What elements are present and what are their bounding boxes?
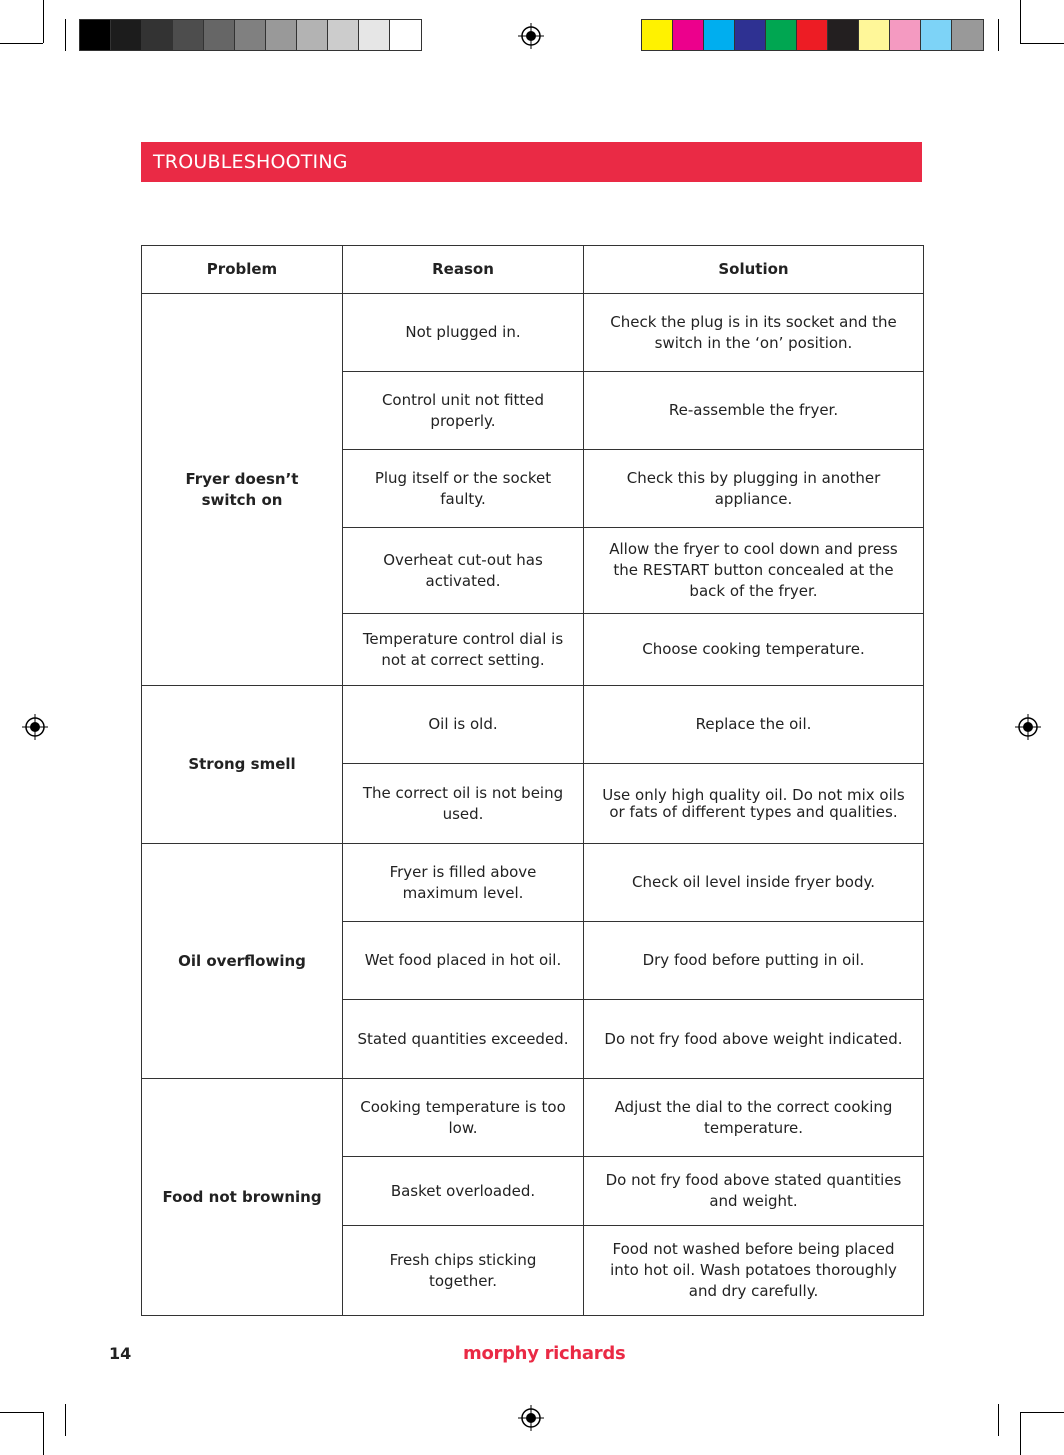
reason-cell: Wet food placed in hot oil. [343,922,584,1000]
table-row [142,294,924,372]
color-swatch [297,20,328,50]
color-swatch [735,20,766,50]
color-swatch [673,20,704,50]
color-swatch [921,20,952,50]
color-swatch [204,20,235,50]
solution-cell: Adjust the dial to the correct cooking temperature. [584,1079,924,1157]
registration-target-icon [22,714,48,740]
color-swatch [890,20,921,50]
brand-logo: morphy richards [463,1343,626,1364]
color-swatch [390,20,421,50]
registration-target-icon [1015,714,1041,740]
reason-cell: The correct oil is not being used. [343,764,584,844]
table-row [142,844,924,922]
solution-cell: Use only high quality oil. Do not mix oils or fats of different types and qualities. [584,764,924,844]
reason-cell: Temperature control dial is not at correct setting. [343,614,584,686]
color-swatch [142,20,173,50]
reason-cell: Overheat cut-out has activated. [343,528,584,614]
section-title: TROUBLESHOOTING [141,142,922,182]
troubleshooting-table [141,245,924,1316]
color-swatch [173,20,204,50]
reason-cell: Not plugged in. [343,294,584,372]
reason-cell: Fryer is filled above maximum level. [343,844,584,922]
table-header-row [142,246,924,294]
problem-cell: Fryer doesn’t switch on [142,294,343,686]
color-swatch [235,20,266,50]
color-swatch [80,20,111,50]
color-swatch [266,20,297,50]
solution-cell: Choose cooking temperature. [584,614,924,686]
solution-cell: Check the plug is in its socket and the switch in the ‘on’ position. [584,294,924,372]
color-swatch [828,20,859,50]
color-swatch [797,20,828,50]
color-swatch [952,20,983,50]
solution-cell: Dry food before putting in oil. [584,922,924,1000]
color-swatch-bar [641,19,984,51]
table-row [142,1079,924,1157]
solution-cell: Check oil level inside fryer body. [584,844,924,922]
color-swatch [328,20,359,50]
color-swatch [359,20,390,50]
reason-cell: Control unit not fitted properly. [343,372,584,450]
color-swatch [111,20,142,50]
registration-target-icon [518,1405,544,1431]
solution-cell: Do not fry food above weight indicated. [584,1000,924,1079]
reason-cell: Cooking temperature is too low. [343,1079,584,1157]
reason-cell: Oil is old. [343,686,584,764]
color-swatch [766,20,797,50]
reason-cell: Plug itself or the socket faulty. [343,450,584,528]
solution-cell: Food not washed before being placed into hot oil. Wash potatoes thoroughly and dry carefully. [584,1226,924,1316]
reason-cell: Basket overloaded. [343,1157,584,1226]
solution-cell: Allow the fryer to cool down and press the RESTART button concealed at the back of the fryer. [584,528,924,614]
header-reason: Reason [343,246,584,294]
problem-cell: Food not browning [142,1079,343,1316]
reason-cell: Fresh chips sticking together. [343,1226,584,1316]
solution-cell: Replace the oil. [584,686,924,764]
gray-swatch-bar [79,19,422,51]
table-row [142,686,924,764]
problem-cell: Strong smell [142,686,343,844]
registration-target-icon [518,23,544,49]
solution-cell: Re-assemble the fryer. [584,372,924,450]
reason-cell: Stated quantities exceeded. [343,1000,584,1079]
solution-cell: Check this by plugging in another appliance. [584,450,924,528]
solution-cell: Do not fry food above stated quantities and weight. [584,1157,924,1226]
color-swatch [859,20,890,50]
color-swatch [704,20,735,50]
header-problem: Problem [142,246,343,294]
page-number: 14 [109,1344,132,1363]
header-solution: Solution [584,246,924,294]
color-swatch [642,20,673,50]
problem-cell: Oil overflowing [142,844,343,1079]
